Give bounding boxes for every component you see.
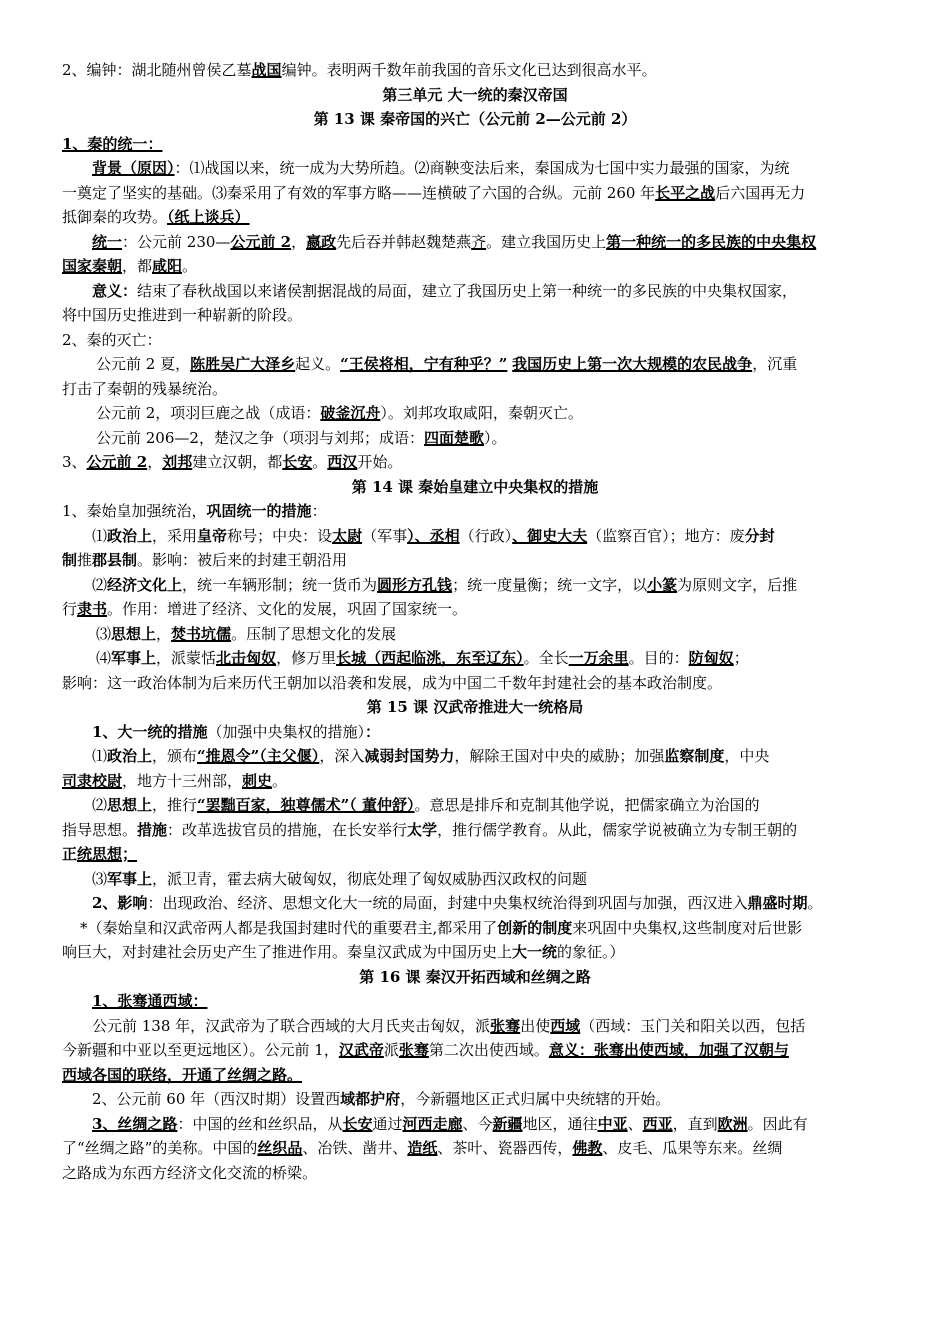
text-run: 第一种统一的多民族的中央集权 <box>606 232 817 251</box>
text-run: ，推行 <box>152 796 198 814</box>
text-line <box>62 254 888 279</box>
text-run: ，深入 <box>319 747 365 765</box>
text-run: ，采用 <box>152 526 198 545</box>
text-run: 全长 <box>538 649 569 667</box>
text-run: “罢黜百家，独尊儒术”（ 董仲舒） <box>197 796 415 814</box>
text-line <box>62 303 888 328</box>
text-run: （西域：玉门关和阳关以西，包括 <box>580 1016 806 1035</box>
text-run: 通过 <box>372 1114 403 1133</box>
text-run: 长城 <box>336 649 367 667</box>
text-line <box>62 1161 888 1186</box>
text-line <box>62 1038 888 1063</box>
text-run: 1、秦始皇加强统治， <box>62 502 207 520</box>
text-line <box>62 548 888 573</box>
text-run: 一万余里 <box>568 649 629 667</box>
text-run: 创新的制度 <box>497 918 573 937</box>
text-run: 刺史 <box>242 771 273 790</box>
text-run: ： <box>364 722 380 741</box>
text-run: 政治上 <box>107 526 153 545</box>
text-run: 小篆 <box>647 575 678 594</box>
text-run: 1、张骞通西域： <box>92 992 208 1010</box>
text-run: 1、大一统的措施 <box>92 722 208 741</box>
text-run: 嬴政 <box>306 232 337 251</box>
text-run: 、皮毛、瓜果等东来。丝绸 <box>602 1139 783 1157</box>
text-run: 制 <box>62 551 78 569</box>
text-run: 2、公元前 60 年（西汉时期）设置西 <box>92 1090 341 1108</box>
text-line <box>62 1063 888 1088</box>
text-line <box>62 622 888 647</box>
text-line <box>62 573 888 598</box>
text-run: ，直到 <box>672 1114 718 1133</box>
text-run: ，派蒙恬 <box>156 649 217 667</box>
text-run: 第二次出使西域。 <box>428 1041 549 1059</box>
text-line <box>62 524 888 549</box>
text-run: 开始。 <box>357 453 403 471</box>
document-page <box>62 58 888 1185</box>
text-run: （军事 <box>362 526 408 545</box>
text-line <box>62 916 888 941</box>
text-line <box>62 940 888 965</box>
text-run: ⑶ <box>96 624 112 643</box>
text-run: 为原则文字，后推 <box>677 575 798 594</box>
text-run: 公元前 2，项羽巨鹿之战（成语： <box>96 404 321 422</box>
text-line <box>62 842 888 867</box>
text-run: 、御史大夫 <box>512 526 588 545</box>
text-run: ，统一车辆形制；统一货币为 <box>182 575 378 594</box>
text-run: 刘邦 <box>162 453 193 471</box>
text-run: 响巨大，对封建社会历史产生了推进作用。秦皇汉武成为中国历史上 <box>62 943 513 961</box>
text-run: 中亚 <box>597 1114 628 1133</box>
text-run: 正 <box>62 845 78 863</box>
text-run: ，推行儒学教育。从此，儒家学说被确立为专制王朝的 <box>437 820 798 839</box>
text-run: ：中国的丝和丝织品，从 <box>177 1114 343 1133</box>
text-run: 陈胜吴广大泽乡 <box>190 355 296 373</box>
text-run: 结束了春秋战国以来诸侯割据混战的局面，建立了我国历史上第一种统一的多民族的中央集权国家， <box>137 281 798 300</box>
text-run: 域都护府 <box>340 1090 401 1108</box>
text-run: （监察百官）；地方：废 <box>587 526 745 545</box>
text-run: 减弱封国势力 <box>364 747 455 765</box>
text-run: 长安 <box>282 453 313 471</box>
text-run: 先后吞并韩赵魏楚燕 <box>336 232 472 251</box>
text-run: 2、影响 <box>92 894 148 912</box>
text-line <box>62 769 888 794</box>
text-run: 佛教 <box>572 1139 603 1157</box>
text-run: 第 13 课 秦帝国的兴亡（公元前 2—公元前 2） <box>313 110 637 128</box>
text-run: （加强中央集权的措施） <box>207 722 365 741</box>
text-run: 推 <box>77 551 93 569</box>
text-run: 郡县制 <box>92 551 138 569</box>
text-line <box>62 401 888 426</box>
text-run: 太学 <box>407 820 438 839</box>
text-run: 丝织品 <box>257 1139 303 1157</box>
text-run: 长安 <box>342 1114 373 1133</box>
text-run: 公元前 2 <box>230 232 292 251</box>
text-run: 统一 <box>92 232 123 251</box>
text-run: 齐 <box>471 232 487 251</box>
text-run: 破釜沉舟 <box>320 404 381 422</box>
text-run: 西域 <box>550 1016 581 1035</box>
text-run: 经济文化上 <box>107 575 183 594</box>
text-run: 汉武帝 <box>338 1041 384 1059</box>
text-line <box>62 1087 888 1112</box>
text-run: 编钟。表明两千数年前我国的音乐文化已达到很高水平。 <box>281 61 657 79</box>
text-run: 意义：张骞出使西域，加强了汉朝与 <box>548 1041 789 1059</box>
text-run: 咸阳 <box>152 257 183 275</box>
text-run: ，颁布 <box>152 747 198 765</box>
text-run: 鼎盛时期 <box>747 894 808 912</box>
text-run: ：改革选拔官员的措施，在长安举行 <box>167 820 408 839</box>
text-line <box>62 1136 888 1161</box>
text-run: 行 <box>62 600 78 618</box>
text-run: 派 <box>383 1041 399 1059</box>
text-run: ⑷ <box>96 649 112 667</box>
text-run: 西汉 <box>327 453 358 471</box>
text-run: 北击匈奴 <box>216 649 277 667</box>
text-run: 抵御秦的攻势。 <box>62 208 168 226</box>
text-run: 。目的： <box>628 649 689 667</box>
text-run: 。 <box>807 894 823 912</box>
text-run: ， <box>147 453 163 471</box>
text-run: 来巩固中央集权,这些制度对后世影 <box>572 918 803 937</box>
text-run: ⑵ <box>92 575 108 594</box>
text-run: 河西走廊 <box>402 1114 463 1133</box>
text-run: 。压制了思想文化的发展 <box>231 624 397 643</box>
text-run: ：出现政治、经济、思想文化大一统的局面，封建中央集权统治得到巩固与加强，西汉进入 <box>147 894 748 912</box>
text-run: ⑴ <box>92 747 108 765</box>
text-line <box>62 793 888 818</box>
text-run: 1、秦的统一： <box>62 134 163 153</box>
text-run: 统思想； <box>77 845 138 863</box>
heading-line <box>62 475 888 500</box>
text-line <box>62 891 888 916</box>
text-run: ⑴ <box>92 526 108 545</box>
text-run: 圆形方孔钱 <box>377 575 453 594</box>
text-run: 公元前 2 <box>86 453 148 471</box>
text-line <box>62 279 888 304</box>
text-run: 公元前 206—2，楚汉之争（项羽与刘邦；成语： <box>96 428 424 447</box>
text-run: ）。 <box>483 428 507 447</box>
text-run: 思想上 <box>111 624 157 643</box>
text-run: 西域各国的联络，开通了丝绸之路。 <box>62 1065 303 1084</box>
text-run: 西亚 <box>642 1114 673 1133</box>
text-run: 。意思是排斥和克制其他学说，把儒家确立为治国的 <box>414 796 760 814</box>
text-line <box>62 1014 888 1039</box>
text-run: ，地方十三州部， <box>122 771 243 790</box>
text-run: 背景（原因） <box>92 159 175 177</box>
text-run: 。影响：被后来的封建王朝沿用 <box>137 551 348 569</box>
text-run: ⑵ <box>92 796 108 814</box>
text-run: 长平之战 <box>655 183 716 202</box>
text-run: 3、丝绸之路 <box>92 1114 178 1133</box>
text-run: ，都 <box>122 257 153 275</box>
text-line <box>62 1112 888 1137</box>
text-run: 指导思想。 <box>62 820 138 839</box>
text-run: 监察制度 <box>664 747 725 765</box>
text-run: ： <box>311 502 327 520</box>
text-line <box>62 181 888 206</box>
text-line <box>62 426 888 451</box>
text-run: 分封 <box>744 526 775 545</box>
text-line <box>62 156 888 181</box>
text-run: 。作用：增进了经济、文化的发展，巩固了国家统一。 <box>107 600 468 618</box>
text-run: 将中国历史推进到一种崭新的阶段。 <box>62 306 303 324</box>
text-run: ，解除王国对中央的威胁；加强 <box>454 747 665 765</box>
text-run: （纸上谈兵） <box>167 208 250 226</box>
text-line <box>62 720 888 745</box>
text-line <box>62 352 888 377</box>
text-run: 。因此有 <box>747 1114 808 1133</box>
text-run: ）、丞相 <box>407 526 460 545</box>
text-run: 、冶铁、凿井、 <box>302 1139 408 1157</box>
text-run: ，今新疆地区正式归属中央统辖的开始。 <box>400 1090 671 1108</box>
text-run: 。建立我国历史上 <box>486 232 607 251</box>
text-run: 影响：这一政治体制为后来历代王朝加以沿袭和发展，成为中国二千数年封建社会的基本政治制度。 <box>62 673 723 692</box>
text-run: 新疆 <box>492 1114 523 1133</box>
text-line <box>62 597 888 622</box>
text-run: 一奠定了坚实的基础。⑶秦采用了有效的军事方略——连横破了六国的合纵。元前 260 年 <box>62 183 656 202</box>
text-run: 建立汉朝，都 <box>192 453 283 471</box>
heading-line <box>62 695 888 720</box>
text-run: 欧洲 <box>717 1114 748 1133</box>
text-run: 2、秦的灭亡： <box>62 330 162 349</box>
text-run: 了“丝绸之路”的美称。中国的 <box>62 1139 258 1157</box>
text-line <box>62 867 888 892</box>
text-run: 大一统 <box>512 943 558 961</box>
text-run: 。 <box>272 771 288 790</box>
text-run: ：⑴战国以来，统一成为大势所趋。⑵商鞅变法后来，秦国成为七国中实力最强的国家，为统 <box>174 159 790 177</box>
text-run: 政治上 <box>107 747 153 765</box>
text-run: 之路成为东西方经济文化交流的桥梁。 <box>62 1163 318 1182</box>
text-run: 打击了秦朝的残暴统治。 <box>62 379 228 398</box>
text-run: 第 15 课 汉武帝推进大一统格局 <box>366 698 584 716</box>
text-run: 第 14 课 秦始皇建立中央集权的措施 <box>351 477 599 496</box>
text-run: 起义。 <box>295 355 341 373</box>
text-run: “王侯将相，宁有种乎？” <box>340 355 508 373</box>
text-line <box>62 58 888 83</box>
text-run: “推恩令”（主父偃） <box>197 747 320 765</box>
text-run: 焚书坑儒 <box>171 624 232 643</box>
text-run: 公元前 138 年，汉武帝为了联合西域的大月氏夹击匈奴，派 <box>92 1016 491 1035</box>
text-run: 措施 <box>137 820 168 839</box>
text-run: 。 <box>312 453 328 471</box>
text-run: 、茶叶、瓷器西传， <box>437 1139 573 1157</box>
text-run: 四面楚歌 <box>423 428 484 447</box>
text-run: ， <box>156 624 172 643</box>
text-run: 地区，通往 <box>522 1114 598 1133</box>
text-run: 司隶校尉 <box>62 771 123 790</box>
text-run: 今新疆和中亚以至更远地区）。公元前 1， <box>62 1041 339 1059</box>
text-run: ：公元前 230— <box>122 232 231 251</box>
text-line <box>62 230 888 255</box>
text-run: （西起临洮，东至辽东） <box>366 649 524 667</box>
text-run: （行政） <box>459 526 513 545</box>
text-run: 3、 <box>62 453 87 471</box>
text-line <box>62 744 888 769</box>
text-line <box>62 132 888 157</box>
text-line <box>62 499 888 524</box>
text-run: *（秦始皇和汉武帝两人都是我国封建时代的重要君主,都采用了 <box>80 918 498 937</box>
text-run: 造纸 <box>407 1139 438 1157</box>
text-run: 、 <box>627 1114 643 1133</box>
text-run: 的象征。） <box>557 943 625 961</box>
text-run: 防匈奴 <box>688 649 734 667</box>
text-run: 意义： <box>92 281 138 300</box>
text-run: 后六国再无力 <box>715 183 806 202</box>
text-run: 。 <box>523 649 539 667</box>
text-run: 隶书 <box>77 600 108 618</box>
text-run: 国家秦朝 <box>62 257 123 275</box>
text-run: ；统一度量衡；统一文字，以 <box>452 575 648 594</box>
text-run: 。 <box>182 257 198 275</box>
text-run: ，沉重 <box>752 355 798 373</box>
text-line <box>62 818 888 843</box>
text-run: 张骞 <box>490 1016 521 1035</box>
text-run: ）。刘邦攻取咸阳，秦朝灭亡。 <box>380 404 583 422</box>
text-run: 出使 <box>520 1016 551 1035</box>
text-run: 我国历史上第一次大规模的农民战争 <box>512 355 753 373</box>
heading-line <box>62 965 888 990</box>
text-run: 第 16 课 秦汉开拓西域和丝绸之路 <box>359 967 591 986</box>
text-line <box>62 989 888 1014</box>
text-run: 公元前 2 夏， <box>96 355 191 373</box>
text-run: ，修万里 <box>276 649 337 667</box>
text-run: 军事上 <box>107 869 153 888</box>
text-run: ； <box>733 649 749 667</box>
text-run: 太尉 <box>332 526 363 545</box>
heading-line <box>62 83 888 108</box>
text-line <box>62 377 888 402</box>
text-run: ⑶ <box>92 869 108 888</box>
text-run: 称号；中央：设 <box>227 526 333 545</box>
text-line <box>62 646 888 671</box>
text-run: 2、编钟：湖北随州曾侯乙墓 <box>62 61 252 79</box>
text-run: ，中央 <box>724 747 770 765</box>
text-run: 战国 <box>251 61 282 79</box>
text-run: 军事上 <box>111 649 157 667</box>
text-run: 皇帝 <box>197 526 228 545</box>
text-line <box>62 671 888 696</box>
text-line <box>62 205 888 230</box>
text-run: 张骞 <box>398 1041 429 1059</box>
text-run: 思想上 <box>107 796 153 814</box>
text-run: 、今 <box>462 1114 493 1133</box>
text-line <box>62 328 888 353</box>
heading-line <box>62 107 888 132</box>
text-run: 巩固统一的措施 <box>206 502 312 520</box>
text-line <box>62 450 888 475</box>
text-run: ， <box>291 232 307 251</box>
text-run: ，派卫青，霍去病大破匈奴，彻底处理了匈奴威胁西汉政权的问题 <box>152 869 588 888</box>
text-run: 第三单元 大一统的秦汉帝国 <box>382 85 568 104</box>
